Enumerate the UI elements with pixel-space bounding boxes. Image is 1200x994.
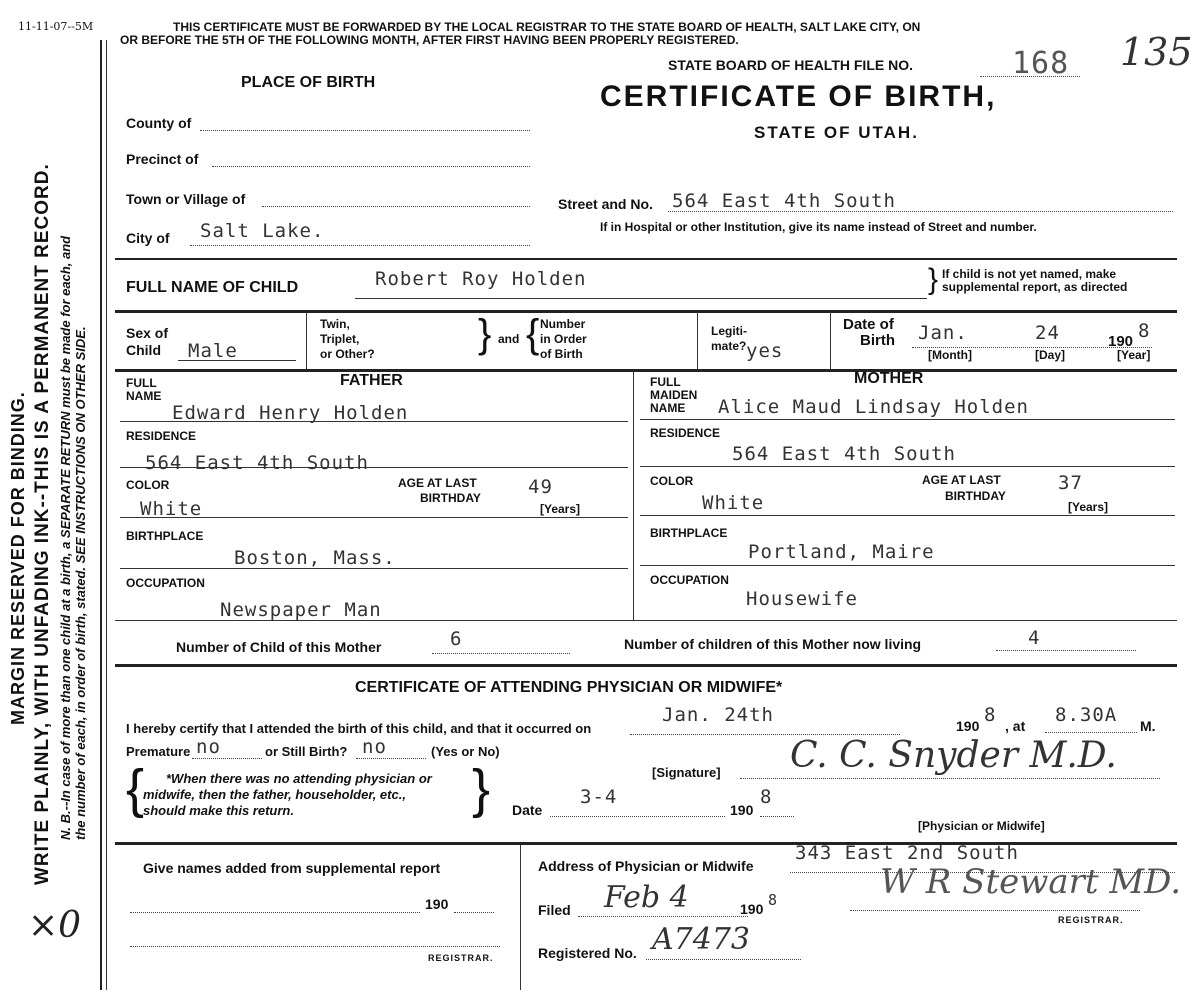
address-value: 343 East 2nd South bbox=[795, 842, 1019, 864]
father-residence-value: 564 East 4th South bbox=[145, 452, 369, 474]
unnamed-note-1: If child is not yet named, make bbox=[942, 267, 1117, 281]
supplemental-year-prefix: 190 bbox=[425, 896, 449, 912]
mother-name-label: NAME bbox=[650, 401, 686, 415]
filed-year-digit: 8 bbox=[768, 891, 779, 909]
father-heading: FATHER bbox=[340, 372, 403, 389]
supplemental-year-line bbox=[454, 912, 494, 913]
sex-label-1: Sex of bbox=[126, 325, 169, 341]
phys-date-year-prefix: 190 bbox=[730, 802, 754, 818]
brace-note-right: } bbox=[472, 759, 491, 819]
registrar-caption: REGISTRAR. bbox=[1058, 915, 1124, 925]
city-value: Salt Lake. bbox=[200, 220, 325, 242]
rule-3 bbox=[115, 369, 1177, 372]
sex-line bbox=[178, 360, 296, 361]
mother-full-label: FULL bbox=[650, 375, 681, 389]
filed-year-prefix: 190 bbox=[740, 901, 764, 917]
phys-year-digit: 8 bbox=[984, 704, 997, 726]
sex-divider bbox=[306, 312, 307, 370]
margin-mark: ×0 bbox=[28, 905, 82, 946]
note-line-2: midwife, then the father, householder, etc., bbox=[143, 787, 406, 802]
file-number: 168 bbox=[1012, 46, 1070, 81]
mother-age-label-1: AGE AT LAST bbox=[922, 473, 1001, 487]
month-caption: [Month] bbox=[928, 348, 972, 362]
physician-heading: CERTIFICATE OF ATTENDING PHYSICIAN OR MIDWIFE* bbox=[355, 679, 783, 696]
mother-occupation-label: OCCUPATION bbox=[650, 573, 729, 587]
twin-label-1: Twin, bbox=[320, 317, 350, 331]
certify-text: I hereby certify that I attended the birth of this child, and that it occurred on bbox=[126, 721, 592, 736]
mother-maiden-label: MAIDEN bbox=[650, 388, 698, 402]
at-label: , at bbox=[1005, 718, 1026, 734]
corner-note: 135 bbox=[1120, 30, 1193, 74]
mother-heading: MOTHER bbox=[854, 370, 924, 387]
children-count-line bbox=[432, 653, 570, 654]
living-count-line bbox=[996, 650, 1136, 651]
filed-value: Feb 4 bbox=[604, 880, 689, 915]
parents-divider bbox=[633, 372, 634, 620]
time-value: 8.30A bbox=[1055, 704, 1118, 726]
mother-age-label-2: BIRTHDAY bbox=[945, 489, 1006, 503]
certificate-title: CERTIFICATE OF BIRTH, bbox=[600, 80, 997, 113]
permanent-record-text: WRITE PLAINLY, WITH UNFADING INK--THIS IS A PERMANENT RECORD. bbox=[32, 163, 53, 885]
and-label: and bbox=[498, 332, 520, 346]
nb-line-2: the number of each, in order of birth, stated. SEE INSTRUCTIONS ON OTHER SIDE. bbox=[73, 326, 88, 840]
phys-date-year-line bbox=[760, 816, 794, 817]
notice-line-2: OR BEFORE THE 5TH OF THE FOLLOWING MONTH, AFTER FIRST HAVING BEEN PROPERLY REGISTERED. bbox=[120, 33, 739, 47]
margin-binding bbox=[8, 391, 29, 725]
registered-value: A7473 bbox=[652, 922, 751, 957]
year-caption: [Year] bbox=[1117, 348, 1151, 362]
brace-number: { bbox=[526, 312, 540, 356]
father-age-label-1: AGE AT LAST bbox=[398, 476, 477, 490]
city-label: City of bbox=[126, 230, 170, 246]
notice-line-1: THIS CERTIFICATE MUST BE FORWARDED BY THE LOCAL REGISTRAR TO THE STATE BOARD OF HEALTH, SALT LAKE CITY, ON bbox=[173, 20, 921, 34]
father-name-value: Edward Henry Holden bbox=[172, 402, 409, 424]
premature-line bbox=[192, 758, 262, 759]
margin-rule-inner bbox=[106, 40, 107, 990]
date-divider bbox=[830, 312, 831, 370]
legit-divider bbox=[697, 312, 698, 370]
physician-signature: C. C. Snyder M.D. bbox=[790, 735, 1117, 776]
father-birthplace-label: BIRTHPLACE bbox=[126, 529, 204, 543]
child-name-value: Robert Roy Holden bbox=[375, 268, 587, 290]
registrar-sign-line bbox=[850, 910, 1140, 911]
number-label-3: of Birth bbox=[540, 347, 583, 361]
sex-value: Male bbox=[188, 340, 238, 362]
m-label: M. bbox=[1140, 718, 1156, 734]
filed-label: Filed bbox=[538, 902, 571, 918]
precinct-label: Precinct of bbox=[126, 151, 199, 167]
signature-line bbox=[740, 778, 1160, 779]
precinct-line bbox=[212, 166, 530, 167]
supplemental-registrar-caption: REGISTRAR. bbox=[428, 953, 494, 963]
mother-residence-value: 564 East 4th South bbox=[732, 443, 956, 465]
children-count-label: Number of Child of this Mother bbox=[176, 639, 382, 655]
form-code: 11-11-07--5M bbox=[18, 20, 94, 33]
signer-caption: [Physician or Midwife] bbox=[918, 819, 1045, 833]
phys-date-line bbox=[550, 816, 725, 817]
twin-label-2: Triplet, bbox=[320, 332, 360, 346]
stillbirth-value: no bbox=[362, 736, 387, 758]
mother-name-value: Alice Maud Lindsay Holden bbox=[718, 396, 1029, 418]
filed-line bbox=[578, 916, 748, 917]
living-count-value: 4 bbox=[1028, 627, 1041, 649]
father-full-label: FULL bbox=[126, 376, 157, 390]
city-line bbox=[190, 245, 530, 246]
father-residence-label: RESIDENCE bbox=[126, 429, 197, 443]
father-color-line bbox=[120, 517, 628, 518]
town-label: Town or Village of bbox=[126, 191, 246, 207]
father-birthplace-value: Boston, Mass. bbox=[234, 547, 396, 569]
phys-date-year-digit: 8 bbox=[760, 786, 773, 808]
street-value: 564 East 4th South bbox=[672, 190, 896, 212]
mother-residence-line bbox=[640, 466, 1175, 467]
mother-age-value: 37 bbox=[1058, 472, 1083, 494]
father-age-label-2: BIRTHDAY bbox=[420, 491, 481, 505]
rule-5 bbox=[115, 664, 1177, 667]
father-birthplace-line bbox=[120, 568, 628, 569]
note-line-3: should make this return. bbox=[143, 803, 294, 818]
county-line bbox=[200, 130, 530, 131]
child-name-label: FULL NAME OF CHILD bbox=[126, 279, 299, 296]
premature-label: Premature bbox=[126, 744, 191, 759]
registrar-signature: W R Stewart MD. bbox=[880, 862, 1182, 902]
living-count-label: Number of children of this Mother now living bbox=[624, 636, 922, 652]
date-day: 24 bbox=[1035, 322, 1060, 344]
father-residence-line bbox=[120, 467, 628, 468]
date-label-1: Date of bbox=[843, 316, 894, 333]
supplemental-divider bbox=[520, 845, 521, 990]
mother-color-value: White bbox=[702, 492, 765, 514]
father-color-label: COLOR bbox=[126, 478, 170, 492]
mother-color-line bbox=[640, 515, 1175, 516]
father-age-value: 49 bbox=[528, 476, 553, 498]
stillbirth-line bbox=[356, 758, 426, 759]
brace-unnamed: } bbox=[928, 263, 939, 296]
phys-date-label: Date bbox=[512, 802, 543, 818]
father-occupation-value: Newspaper Man bbox=[220, 599, 382, 621]
binding-text: MARGIN RESERVED FOR BINDING. bbox=[8, 391, 28, 725]
date-month: Jan. bbox=[918, 322, 968, 344]
county-label: County of bbox=[126, 115, 192, 131]
legit-label-1: Legiti- bbox=[711, 324, 747, 338]
father-years-caption: [Years] bbox=[540, 502, 581, 516]
birth-date-value: Jan. 24th bbox=[662, 704, 774, 726]
note-line-1: *When there was no attending physician or bbox=[166, 771, 432, 786]
mother-occupation-value: Housewife bbox=[746, 588, 858, 610]
children-count-value: 6 bbox=[450, 628, 463, 650]
mother-birthplace-line bbox=[640, 565, 1175, 566]
day-caption: [Day] bbox=[1035, 348, 1066, 362]
date-year-prefix: 190 bbox=[1108, 333, 1134, 350]
mother-residence-label: RESIDENCE bbox=[650, 426, 721, 440]
mother-birthplace-value: Portland, Maire bbox=[748, 541, 935, 563]
brace-note-left: { bbox=[126, 759, 145, 819]
margin-rule bbox=[100, 40, 102, 990]
signature-label: [Signature] bbox=[652, 765, 721, 780]
father-name-line bbox=[120, 421, 628, 422]
registered-line bbox=[646, 959, 801, 960]
address-label: Address of Physician or Midwife bbox=[538, 858, 754, 874]
sex-label-2: Child bbox=[126, 342, 161, 358]
brace-twin: } bbox=[478, 312, 492, 356]
twin-label-3: or Other? bbox=[320, 347, 375, 361]
file-number-line bbox=[980, 76, 1080, 77]
date-year-digit: 8 bbox=[1138, 320, 1151, 342]
father-name-label: NAME bbox=[126, 389, 162, 403]
mother-color-label: COLOR bbox=[650, 474, 694, 488]
mother-birthplace-label: BIRTHPLACE bbox=[650, 526, 728, 540]
nb-line-1: N. B.--In case of more than one child at a birth, a SEPARATE RETURN must be made for each, and bbox=[58, 235, 73, 840]
unnamed-note-2: supplemental report, as directed bbox=[942, 280, 1128, 294]
place-heading: PLACE OF BIRTH bbox=[241, 74, 376, 91]
child-name-line bbox=[355, 298, 927, 299]
state-subtitle: STATE OF UTAH. bbox=[754, 123, 919, 142]
yesno-caption: (Yes or No) bbox=[431, 744, 500, 759]
legit-value: yes bbox=[746, 340, 784, 362]
mother-years-caption: [Years] bbox=[1068, 500, 1109, 514]
margin-instruction bbox=[32, 163, 54, 885]
rule-4 bbox=[115, 620, 1177, 621]
date-label-2: Birth bbox=[860, 332, 895, 349]
father-color-value: White bbox=[140, 498, 203, 520]
town-line bbox=[262, 206, 530, 207]
hospital-note: If in Hospital or other Institution, give its name instead of Street and number. bbox=[600, 220, 1037, 234]
time-line bbox=[1045, 732, 1137, 733]
number-label-1: Number bbox=[540, 317, 586, 331]
supplemental-line bbox=[130, 912, 420, 913]
street-label: Street and No. bbox=[558, 196, 653, 212]
legit-label-2: mate? bbox=[711, 339, 747, 353]
father-occupation-label: OCCUPATION bbox=[126, 576, 205, 590]
mother-name-line bbox=[640, 419, 1175, 420]
rule-2 bbox=[115, 310, 1177, 313]
supplemental-text: Give names added from supplemental report bbox=[143, 860, 441, 876]
phys-year-prefix: 190 bbox=[956, 718, 980, 734]
supplemental-sign-line bbox=[130, 946, 500, 947]
file-label: STATE BOARD OF HEALTH FILE NO. bbox=[668, 57, 913, 73]
nb-note bbox=[58, 236, 88, 840]
premature-value: no bbox=[196, 736, 221, 758]
stillbirth-label: or Still Birth? bbox=[265, 744, 348, 759]
phys-date-value: 3-4 bbox=[580, 786, 618, 808]
number-label-2: in Order bbox=[540, 332, 587, 346]
rule-1 bbox=[115, 258, 1177, 260]
registered-label: Registered No. bbox=[538, 945, 637, 961]
